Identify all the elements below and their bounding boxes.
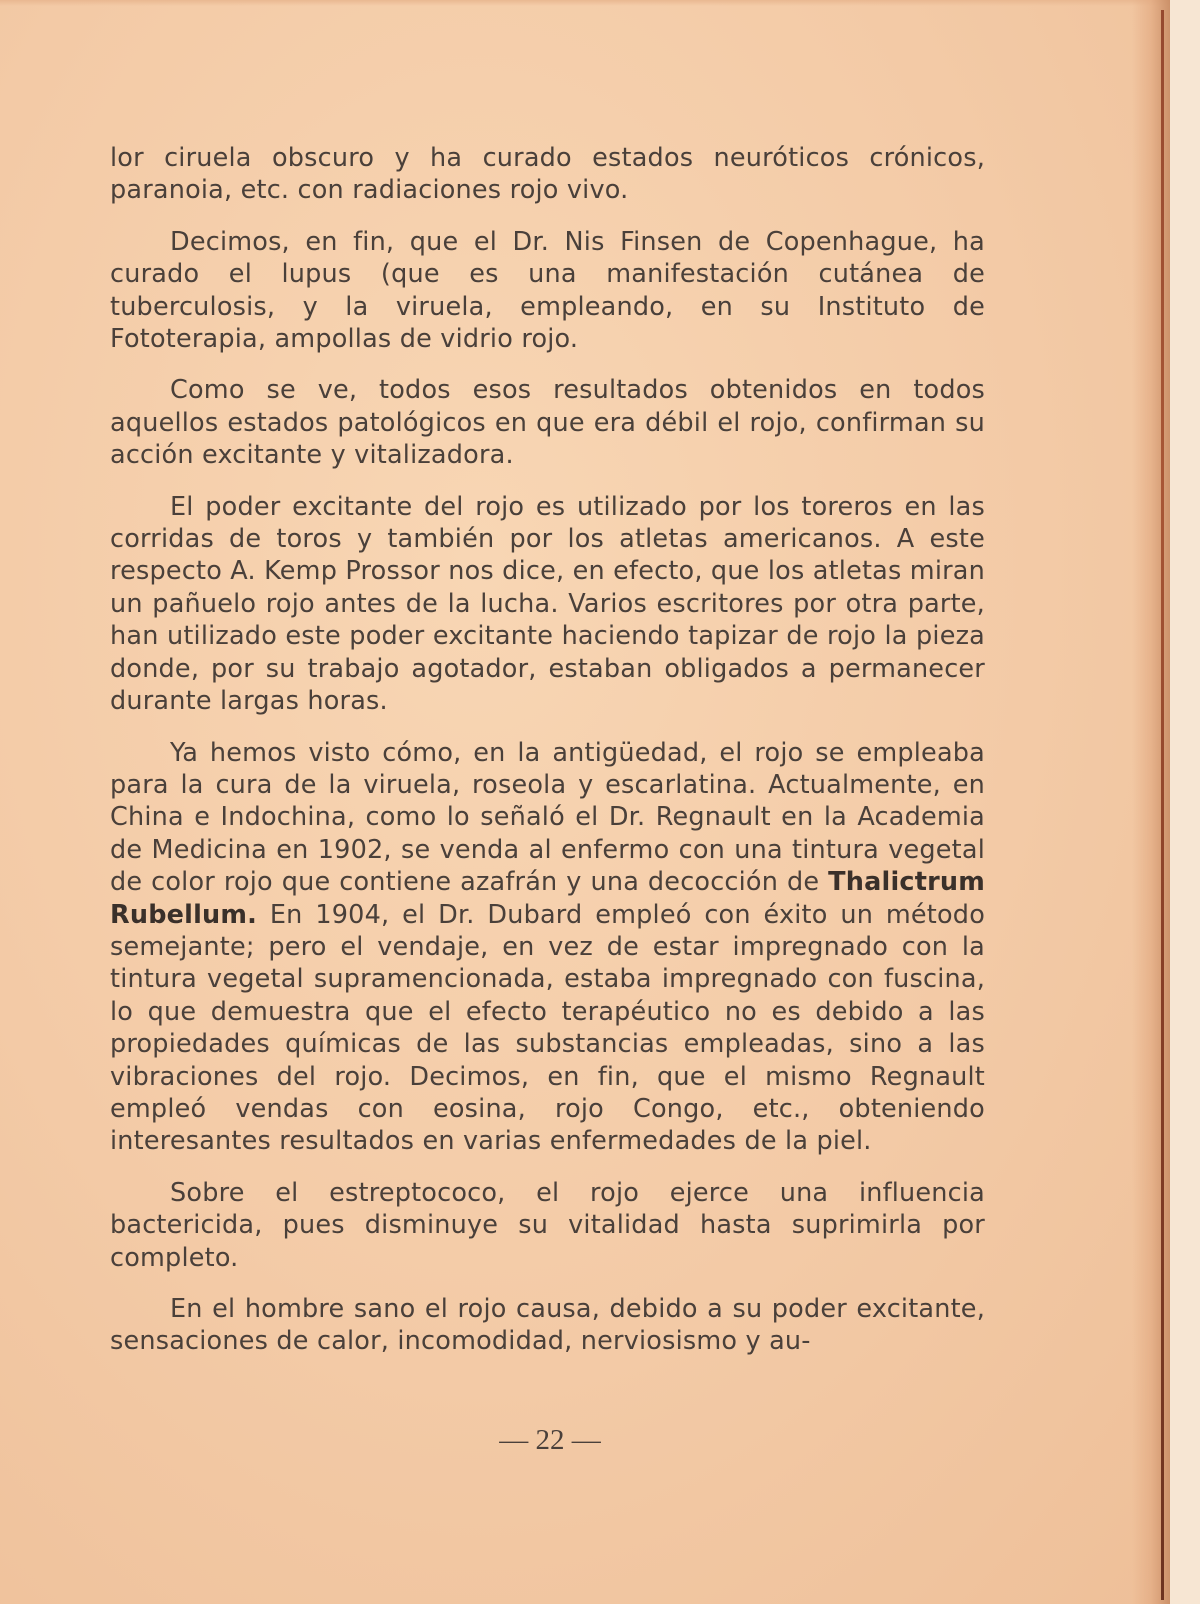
binding-edge <box>1161 10 1164 1600</box>
paragraph-4: El poder excitante del rojo es utilizado por los toreros en las corridas de toros y también por los atletas americanos. A este respecto A. Kemp Prossor nos dice, en efecto, que los atletas miran un pañuelo rojo antes de la lucha. Varios escritores por otra parte, han utilizado este poder excitante haciendo tapizar de rojo la pieza donde, por su trabajo agotador, estaban obligados a permanecer durante largas horas. <box>110 491 985 717</box>
body-text <box>110 142 985 1377</box>
paragraph-1: lor ciruela obscuro y ha curado estados neuróticos crónicos, paranoia, etc. con radiaciones rojo vivo. <box>110 143 985 206</box>
paragraph-3: Como se ve, todos esos resultados obtenidos en todos aquellos estados patológicos en que era débil el rojo, confirman su acción excitante y vitalizadora. <box>110 375 985 471</box>
page-number: — 22 — <box>499 1424 601 1456</box>
paragraph-5-before: Ya hemos visto cómo, en la antigüedad, el rojo se empleaba para la cura de la viruela, roseola y escarlatina. Actualmente, en China e Indochina, como lo señaló el Dr. Regnault en la Academia de Medicina en 1902, se venda al enfermo con una tintura vegetal de color rojo que contiene azafrán y una decocción de <box>110 737 985 898</box>
page-top-edge <box>0 0 1200 6</box>
paragraph-7: En el hombre sano el rojo causa, debido a su poder excitante, sensaciones de calor, incomodidad, nerviosismo y au- <box>110 1294 985 1357</box>
species-name: Thalictrum Rubellum. <box>110 867 985 930</box>
paragraph-5-after: En 1904, el Dr. Dubard empleó con éxito un método semejante; pero el vendaje, en vez de estar impregnado con la tintura vegetal supramencionada, estaba impregnado con fuscina, lo que demuestra que el efecto terapéutico no es debido a las propiedades químicas de las substancias empleadas, sino a las vibraciones del rojo. Decimos, en fin, que el mismo Regnault empleó vendas con eosina, rojo Congo, etc., obteniendo interesantes resultados en varias enfermedades de la piel. <box>110 899 985 1157</box>
paragraph-2: Decimos, en fin, que el Dr. Nis Finsen de Copenhague, ha curado el lupus (que es una manifestación cutánea de tuberculosis, y la viruela, empleando, en su Instituto de Fototerapia, ampollas de vidrio rojo. <box>110 226 985 355</box>
paragraph-5 <box>110 737 985 1158</box>
paragraph-6: Sobre el estreptococo, el rojo ejerce una influencia bactericida, pues disminuye su vitalidad hasta suprimirla por completo. <box>110 1177 985 1273</box>
scan-margin <box>1170 0 1200 1604</box>
page-edge-shadow <box>1132 0 1170 1604</box>
